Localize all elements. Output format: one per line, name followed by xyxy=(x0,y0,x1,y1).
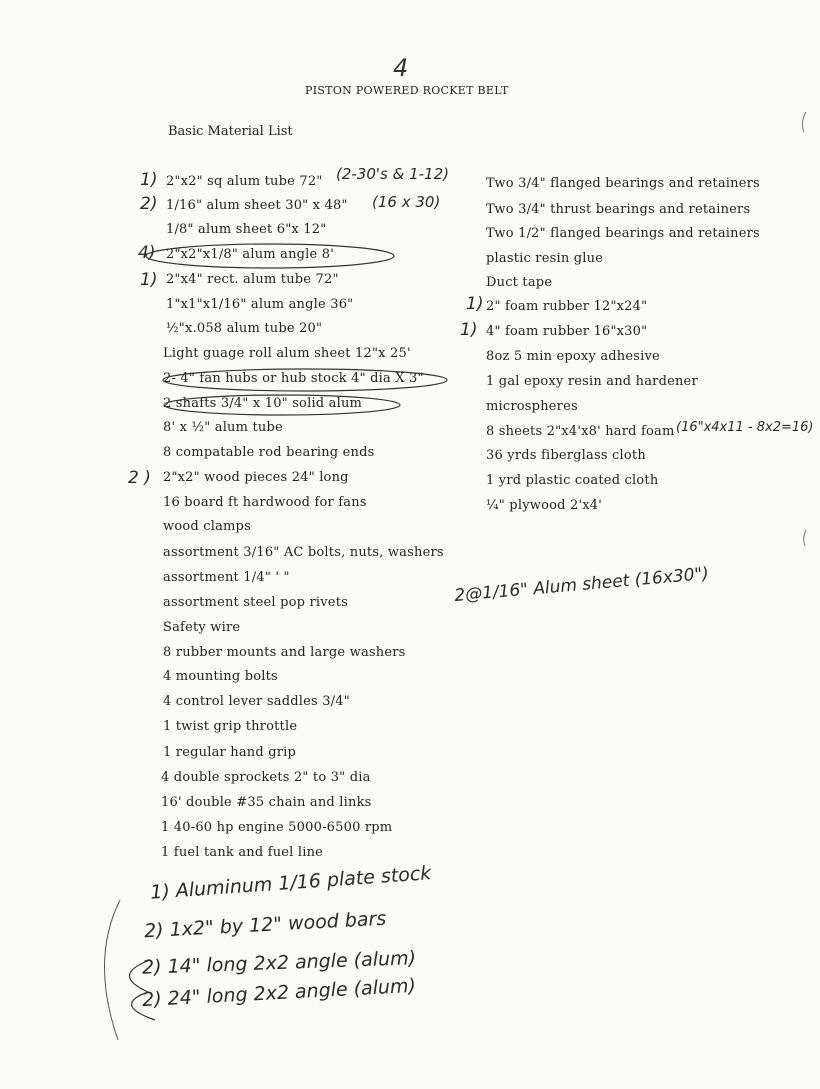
left-item: 4 mounting bolts xyxy=(163,669,278,684)
right-item: microspheres xyxy=(486,399,578,414)
handwritten-note: 2) 24" long 2x2 angle (alum) xyxy=(141,974,417,1012)
left-item: 1"x1"x1/16" alum angle 36" xyxy=(166,297,354,312)
left-item: 1/16" alum sheet 30" x 48" xyxy=(166,198,348,213)
right-item: Two 1/2" flanged bearings and retainers xyxy=(486,226,760,241)
left-item: 1 regular hand grip xyxy=(163,745,297,760)
right-item: 2" foam rubber 12"x24" xyxy=(486,299,648,314)
handwritten-note: 2) 14" long 2x2 angle (alum) xyxy=(141,947,417,979)
left-item: 1/8" alum sheet 6"x 12" xyxy=(166,222,327,237)
handwritten-note: (16 x 30) xyxy=(372,193,441,211)
left-item: wood clamps xyxy=(163,519,251,534)
handwritten-qty: 1) xyxy=(460,320,478,340)
right-item: 1 yrd plastic coated cloth xyxy=(486,473,659,488)
stray-mark xyxy=(802,112,806,132)
stray-mark xyxy=(804,530,806,546)
right-item: Two 3/4" flanged bearings and retainers xyxy=(486,176,760,191)
margin-line xyxy=(104,900,120,1040)
left-item: 2"x4" rect. alum tube 72" xyxy=(166,272,339,287)
right-item: ¼" plywood 2'x4' xyxy=(486,498,602,513)
left-item: 2"x2"x1/8" alum angle 8' xyxy=(166,247,335,262)
left-item: 1 40-60 hp engine 5000-6500 rpm xyxy=(161,820,393,835)
left-item: 2 shafts 3/4" x 10" solid alum xyxy=(163,396,363,411)
right-item: 36 yrds fiberglass cloth xyxy=(486,448,646,463)
material-list-heading: Basic Material List xyxy=(168,124,293,139)
left-item: 8' x ½" alum tube xyxy=(163,420,283,435)
left-item: 2- 4" fan hubs or hub stock 4" dia X 3" xyxy=(163,371,424,386)
left-item: assortment 3/16" AC bolts, nuts, washers xyxy=(163,545,444,560)
left-item: 1 twist grip throttle xyxy=(163,719,298,734)
left-item: Safety wire xyxy=(163,620,241,635)
left-item: Light guage roll alum sheet 12"x 25' xyxy=(163,346,411,361)
left-item: 2"x2" sq alum tube 72" xyxy=(166,174,323,189)
handwritten-note: 2) 1x2" by 12" wood bars xyxy=(143,907,387,943)
left-item: 2"x2" wood pieces 24" long xyxy=(163,470,349,485)
handwritten-qty: 2 ) xyxy=(128,468,151,488)
document-title: PISTON POWERED ROCKET BELT xyxy=(305,84,509,97)
left-item: 16 board ft hardwood for fans xyxy=(163,495,367,510)
handwritten-qty: 4) xyxy=(138,243,156,263)
handwritten-note: (2-30's & 1-12) xyxy=(336,165,449,183)
handwritten-qty: 2) xyxy=(140,194,158,214)
left-item: 8 compatable rod bearing ends xyxy=(163,445,375,460)
right-item: 8 sheets 2"x4'x8' hard foam xyxy=(486,424,675,439)
handwritten-qty: 1) xyxy=(140,170,158,190)
left-item: 4 control lever saddles 3/4" xyxy=(163,694,350,709)
right-item: Duct tape xyxy=(486,275,553,290)
left-item: 1 fuel tank and fuel line xyxy=(161,845,324,860)
left-item: assortment 1/4" ' " xyxy=(163,570,290,585)
left-item: 16' double #35 chain and links xyxy=(161,795,372,810)
handwritten-qty: 1) xyxy=(140,270,158,290)
handwritten-qty: 1) xyxy=(466,294,484,314)
left-item: 8 rubber mounts and large washers xyxy=(163,645,406,660)
left-item: 4 double sprockets 2" to 3" dia xyxy=(161,770,371,785)
left-item: assortment steel pop rivets xyxy=(163,595,348,610)
right-item: 4" foam rubber 16"x30" xyxy=(486,324,648,339)
right-item: Two 3/4" thrust bearings and retainers xyxy=(486,202,751,217)
handwritten-note: 2@1/16" Alum sheet (16x30") xyxy=(453,563,710,607)
handwritten-note: (16"x4x11 - 8x2=16) xyxy=(676,420,814,435)
handwritten-note: 1) Aluminum 1/16 plate stock xyxy=(149,862,433,904)
left-item: ½"x.058 alum tube 20" xyxy=(166,321,323,336)
right-item: plastic resin glue xyxy=(486,251,604,266)
right-item: 1 gal epoxy resin and hardener xyxy=(486,374,698,389)
right-item: 8oz 5 min epoxy adhesive xyxy=(486,349,660,364)
page-number: 4 xyxy=(393,54,409,82)
